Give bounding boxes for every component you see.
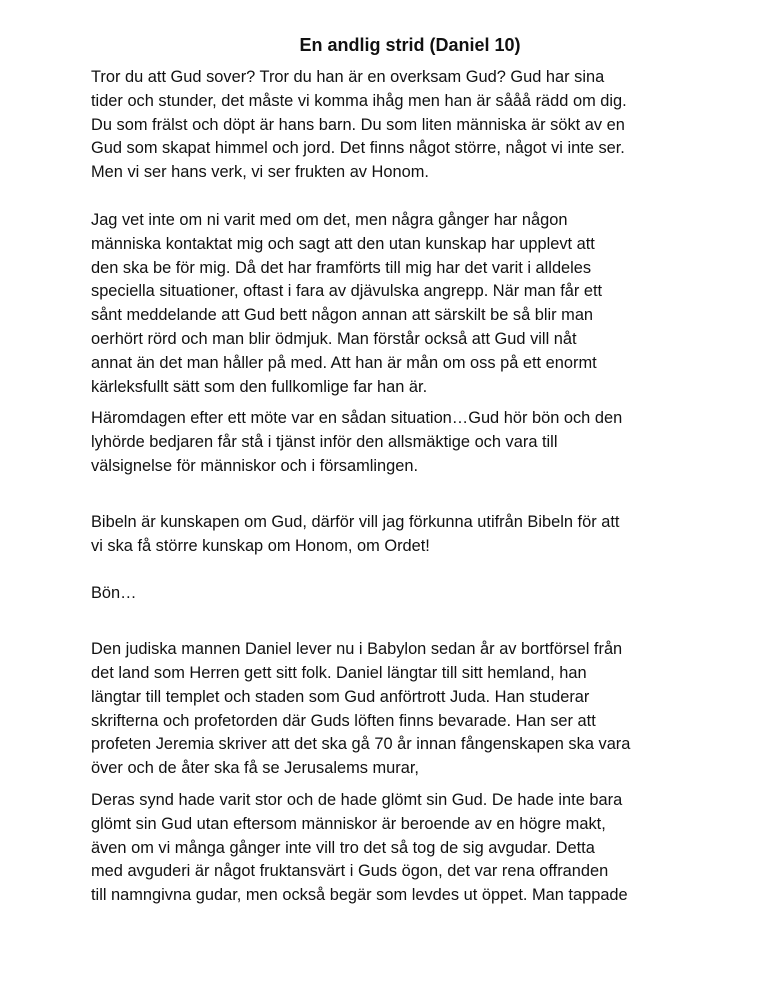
document-page [91,32,721,908]
paragraph-6: Den judiska mannen Daniel lever nu i Babylon sedan år av bortförsel från det land som Herren gett sitt folk. Daniel längtar till sitt hemland, han längtar till templet och staden som Gud anförtrott Juda. Han studerar skrifterna och profetorden där Guds löften finns bevarade. Han ser att profeten Jeremia skriver att det ska gå 70 år innan fångenskapen ska vara över och de åter ska få se Jerusalems murar, [91,640,631,778]
paragraph-spacer [91,558,721,582]
paragraph-5: Bön… [91,584,137,603]
paragraph-spacer [91,606,721,638]
paragraph-4: Bibeln är kunskapen om Gud, därför vill jag förkunna utifrån Bibeln för att vi ska få större kunskap om Honom, om Ordet! [91,512,620,555]
paragraph-spacer [91,399,721,407]
paragraph-spacer [91,185,721,209]
paragraph-2: Jag vet inte om ni varit med om det, men några gånger har någon människa kontaktat mig och sagt att den utan kunskap har upplevt att den ska be för mig. Då det har framförts till mig har det varit i alldeles speciella situationer, oftast i fara av djävulska angrepp. När man får ett sånt meddelande att Gud bett någon annan att särskilt be så blir man oerhört rörd och man blir ödmjuk. Man förstår också att Gud vill nåt annat än det man håller på med. Att han är mån om oss på ett enormt kärleksfullt sätt som den fullkomlige far han är. [91,210,603,396]
paragraph-3: Häromdagen efter ett möte var en sådan situation…Gud hör bön och den lyhörde bedjaren får stå i tjänst inför den allsmäktige och vara till välsignelse för människor och i församlingen. [91,409,623,475]
paragraph-spacer [91,781,721,789]
paragraph-7: Deras synd hade varit stor och de hade glömt sin Gud. De hade inte bara glömt sin Gud utan eftersom människor är beroende av en högre makt, även om vi många gånger inte vill tro det så tog de sig avgudar. Detta med avguderi är något fruktansvärt i Guds ögon, det var rena offranden till namngivna gudar, men också begär som levdes ut öppet. Man tappade [91,790,628,905]
paragraph-1: Tror du att Gud sover? Tror du han är en overksam Gud? Gud har sina tider och stunder, det måste vi komma ihåg men han är sååå rädd om dig. Du som frälst och döpt är hans barn. Du som liten människa är sökt av en Gud som skapat himmel och jord. Det finns något större, något vi inte ser. Men vi ser hans verk, vi ser frukten av Honom. [91,68,627,182]
paragraph-spacer [91,479,721,511]
document-title: En andlig strid (Daniel 10) [299,35,521,55]
